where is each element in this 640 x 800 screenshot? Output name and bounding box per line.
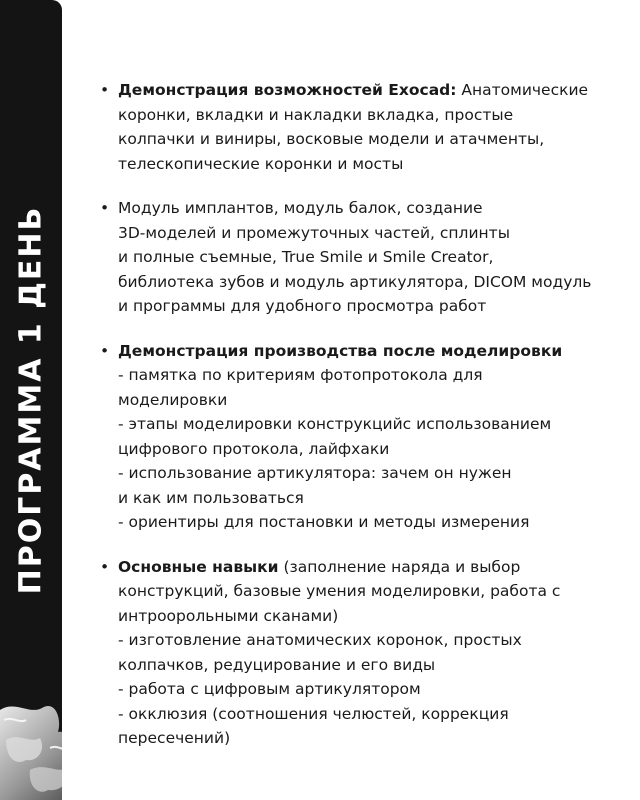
bullet-dot: • [100, 341, 110, 360]
bullet-line: и как им пользоваться [118, 488, 304, 507]
bullet-line: 3D-моделей и промежуточных частей, сплинты [118, 223, 510, 242]
bullet-modules [100, 196, 620, 319]
bullet-exocad-demo [100, 78, 620, 176]
bullet-production-demo [100, 339, 620, 535]
bullet-dot: • [100, 199, 110, 217]
bullet-line: коронки, вкладки и накладки вкладка, простые [118, 105, 514, 124]
teeth-icon [0, 670, 62, 800]
bullet-line: колпачков, редуцирование и его виды [118, 655, 436, 674]
bullet-text: (заполнение наряда и выбор [278, 557, 521, 576]
bullet-line: библиотека зубов и модуль артикулятора, DICOM модуль [118, 272, 592, 291]
bullet-heading: Демонстрация возможностей Exocad: [118, 81, 457, 99]
bullet-line: конструкций, базовые умения моделировки, работа с [118, 582, 561, 600]
bullet-heading: Демонстрация производства после моделировки [118, 341, 563, 360]
bullet-line: - этапы моделировки конструкцийс использованием [118, 415, 552, 433]
sidebar [0, 0, 62, 800]
bullet-line: - окклюзия (соотношения челюстей, коррекция [118, 704, 509, 723]
bullet-heading: Основные навыки [118, 557, 279, 576]
bullet-line: интроорольными сканами) [118, 606, 339, 625]
bullet-line: - памятка по критериям фотопротокола для [118, 366, 483, 384]
bullet-dot: • [100, 81, 110, 99]
bullet-dot: • [100, 557, 110, 576]
bullet-line: - работа с цифровым артикулятором [118, 680, 421, 698]
bullet-line: - изготовление анатомических коронок, простых [118, 631, 522, 649]
bullet-line: моделировки [118, 390, 228, 409]
bullet-line [118, 555, 620, 580]
sidebar-title: ПРОГРАММА 1 ДЕНЬ [13, 205, 49, 595]
bullet-line: телескопические коронки и мосты [118, 154, 404, 173]
bullet-line: - использование артикулятора: зачем он нужен [118, 464, 512, 482]
bullet-line: цифрового протокола, лайфхаки [118, 439, 390, 458]
bullet-text: Анатомические [456, 81, 589, 99]
bullet-line [118, 78, 620, 103]
bullet-line: колпачки и виниры, восковые модели и атачменты, [118, 130, 545, 148]
bullet-line: - ориентиры для постановки и методы измерения [118, 513, 530, 531]
bullet-line: и полные съемные, True Smile и Smile Creator, [118, 248, 494, 266]
bullet-line: и программы для удобного просмотра работ [118, 297, 487, 315]
program-content [100, 78, 620, 771]
bullet-line: Модуль имплантов, модуль балок, создание [118, 199, 483, 217]
bullet-line: пересечений) [118, 729, 231, 747]
bullet-basic-skills [100, 555, 620, 751]
